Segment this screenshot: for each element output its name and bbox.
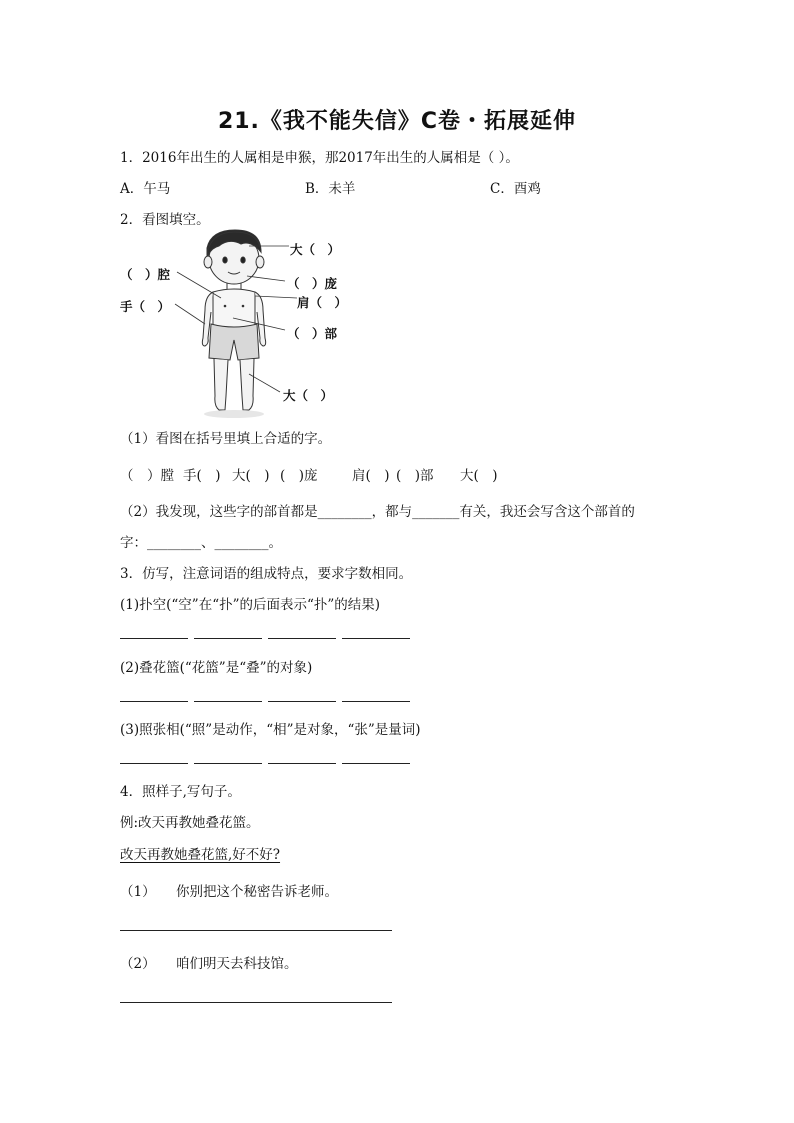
q4-stem: 4．照样子,写句子。 <box>120 784 241 800</box>
q3-item-2: (2)叠花篮(“花篮”是“叠”的对象) <box>120 660 313 676</box>
q2-fill-item: 大( ) <box>232 468 270 484</box>
q4-item-1-text: 你别把这个秘密告诉老师。 <box>176 884 338 900</box>
answer-line[interactable] <box>194 638 262 639</box>
q2-fill-item: 大( ) <box>460 468 498 484</box>
q3-stem: 3．仿写，注意词语的组成特点，要求字数相同。 <box>120 566 413 582</box>
answer-line[interactable] <box>268 763 336 764</box>
answer-line[interactable] <box>342 701 410 702</box>
answer-line[interactable] <box>268 701 336 702</box>
figure-label-shou: 手（ ） <box>120 299 171 314</box>
q2-fill-item: （ ）膛 <box>120 468 174 484</box>
figure-label-da-top: 大（ ） <box>290 242 341 257</box>
figure-label-pang: （ ）庞 <box>287 276 338 291</box>
figure-label-da-bottom: 大（ ） <box>283 388 334 403</box>
q2-sub2-line1: （2）我发现，这些字的部首都是________，都与_______有关，我还会写含这个部首的 <box>120 504 635 520</box>
q2-fill-item: 肩( ) <box>352 468 390 484</box>
q1-option-c: C．酉鸡 <box>490 181 541 197</box>
answer-line[interactable] <box>194 701 262 702</box>
q2-fill-item: 手( ) <box>183 468 221 484</box>
q4-item-2-text: 咱们明天去科技馆。 <box>176 956 298 972</box>
q4-example-label: 例:改天再教她叠花篮。 <box>120 815 260 831</box>
q3-item-1: (1)扑空(“空”在“扑”的后面表示“扑”的结果) <box>120 597 381 613</box>
answer-line[interactable] <box>194 763 262 764</box>
q3-item-3: (3)照张相(“照”是动作，“相”是对象，“张”是量词) <box>120 722 421 738</box>
answer-line[interactable] <box>268 638 336 639</box>
q1-option-b: B．未羊 <box>305 181 356 197</box>
page-title: 21.《我不能失信》C卷・拓展延伸 <box>217 109 577 134</box>
q4-example-answer: 改天再教她叠花篮,好不好? <box>120 847 281 863</box>
q1-stem: 1．2016年出生的人属相是申猴，那2017年出生的人属相是（ ）。 <box>120 150 519 166</box>
q4-item-2-number: （2） <box>120 956 156 972</box>
q2-sub1: （1）看图在括号里填上合适的字。 <box>120 431 332 447</box>
figure-label-jian: 肩（ ） <box>297 295 348 310</box>
answer-line[interactable] <box>342 638 410 639</box>
answer-line[interactable] <box>342 763 410 764</box>
q2-sub2-line2: 字：________、________。 <box>120 535 282 551</box>
answer-line[interactable] <box>120 930 392 931</box>
q2-fill-item: ( )庞 <box>280 468 318 484</box>
answer-line[interactable] <box>120 638 188 639</box>
answer-line[interactable] <box>120 1002 392 1003</box>
q2-stem: 2．看图填空。 <box>120 212 210 228</box>
q1-option-a: A．午马 <box>120 181 171 197</box>
q4-item-1-number: （1） <box>120 884 156 900</box>
figure-label-qiang: （ ）腔 <box>120 267 171 282</box>
q2-fill-item: ( )部 <box>396 468 434 484</box>
figure-label-bu: （ ）部 <box>287 326 338 341</box>
answer-line[interactable] <box>120 763 188 764</box>
answer-line[interactable] <box>120 701 188 702</box>
